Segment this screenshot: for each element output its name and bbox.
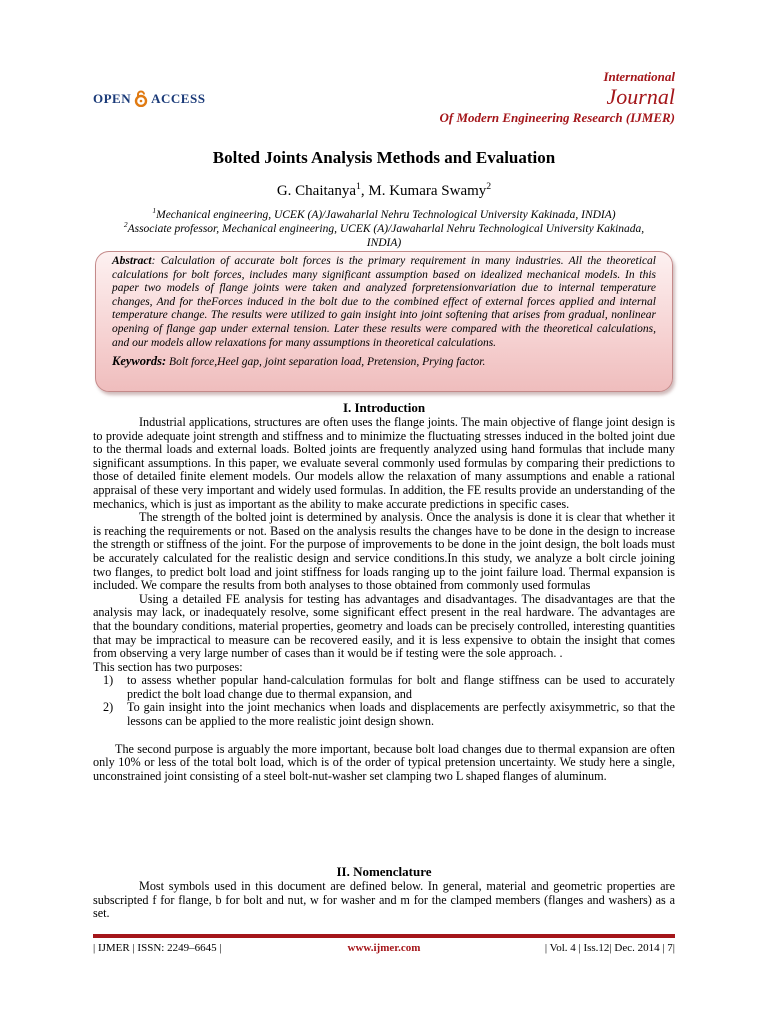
abstract-text: : Calculation of accurate bolt forces is the primary requirement in many industries. All the theoretical calculations for bolt forces, includes many significant assumption based on idealized mechanical models. In this paper two models of flange joints were taken and analyzed forpretensionvariation due to internal temperature changes, And for theForces induced in the bolt due to the combined effect of external forces applied and internal temperature change. The results were utilized to gain insight into joint softening that arises from gradual, nonlinear opening of flange gap under external tension. Later these results were compared with the theoretical calculations, and our models allow relaxations for many assumptions in theoretical calculations. [112,255,656,349]
nomenclature-body [93,880,675,921]
author-2: M. Kumara Swamy [368,183,487,199]
affiliation-2-text: Associate professor, Mechanical engineering, UCEK (A)/Jawaharlal Nehru Technological University Kakinada, INDIA) [127,222,645,249]
footer-volume: | Vol. 4 | Iss.12| Dec. 2014 | 7| [544,942,675,954]
abstract-box [95,251,673,392]
author-1: G. Chaitanya [276,183,356,199]
list-item-number: 2) [103,700,114,715]
keywords-text: Bolt force,Heel gap, joint separation load, Pretension, Prying factor. [166,356,486,369]
intro-paragraph-4: This section has two purposes: [93,659,243,674]
abstract-label: Abstract [112,255,152,267]
footer-issn: | IJMER | ISSN: 2249–6645 | [93,942,222,954]
intro-paragraph-1: Industrial applications, structures are often uses the flange joints. The main objective of flange joint design is to provide adequate joint strength and stiffness and to minimize the fluctuating stresses induced in the bolted joint due to the thermal loads and external loads. Bolted joints are frequently analyzed using hand formulas that include many significant assumptions. In this paper, we evaluate several commonly used formulas by comparing their predictions to those of detailed finite element models. Our models allow the relaxation of many assumptions and enable a rational appraisal of these very important and widely used formulas. In addition, the FE results provide an understanding of the mechanics, which is just as important as the ability to make accurate predictions in specific cases. [93,415,675,511]
list-item [93,701,675,728]
keywords-label: Keywords: [112,354,167,369]
paper-title: Bolted Joints Analysis Methods and Evaluation [212,148,556,167]
open-lock-icon [134,90,148,107]
list-item-text: To gain insight into the joint mechanics when loads and displacements are perfectly axisymmetric, so that the lessons can be applied to the more realistic joint design shown. [127,700,675,729]
author-2-sup: 2 [486,181,492,192]
author-separator: , [360,183,369,199]
open-access-open: OPEN [93,90,132,106]
footer-rule [93,934,675,938]
introduction-body [93,416,675,783]
intro-paragraph-2: The strength of the bolted joint is determined by analysis. Once the analysis is done it is clear that whether it is reaching the requirements or not. Based on the analysis results the changes have to be done in the design to increase the strength or stiffness of the joint. For the purpose of improvements to be done in the joint design, the bolt loads must be accurately calculated for the realistic design and service conditions.In this study, we analyze a bolt circle joining two flanges, to predict bolt load and joint stiffness for loads ranging up to the joint failure load. Thermal expansion is included. We compare the results from both analyses to those obtained from commonly used formulas [93,510,675,593]
affiliation-1-sup: 1 [152,206,157,215]
keywords-line [112,354,656,369]
footer-website-link[interactable]: www.ijmer.com [347,942,421,954]
intro-paragraph-5: The second purpose is arguably the more important, because bolt load changes due to thermal expansion are often only 10% or less of the total bolt load, which is of the order of typical pretension uncertainty. We study here a single, unconstrained joint consisting of a steel bolt-nut-washer set clamping two L shaped flanges of aluminum. [93,741,675,783]
list-item-number: 1) [103,673,114,688]
abstract-paragraph [112,255,656,350]
journal-line-journal: Journal [606,84,675,109]
section-heading-nomenclature: II. Nomenclature [336,864,432,879]
authors [0,181,768,200]
list-item-text: to assess whether popular hand-calculation formulas for bolt and flange stiffness can be used to accurately predict the bolt load change due to thermal expansion, and [127,673,675,701]
journal-line-international: International [603,69,675,84]
intro-paragraph-3: Using a detailed FE analysis for testing has advantages and disadvantages. The disadvantages are that the analysis may lack, or inadequately resolve, some significant effect present in the real hardware. The advantages are that the boundary conditions, material properties, geometry and loads can be precisely controlled, interesting quantities that may be impractical to measure can be recovered easily, and it is less expensive to obtain the insight that comes from observing a very large number of cases than it would be if testing were the sole approach. . [93,591,675,661]
affiliation-2-sup: 2 [123,220,128,229]
affiliation-1-text: Mechanical engineering, UCEK (A)/Jawaharlal Nehru Technological University Kakinada, INDIA) [156,208,616,221]
affiliation-2 [110,218,658,250]
section-heading-introduction: I. Introduction [342,400,426,415]
author-1-sup: 1 [356,181,361,192]
open-access-access: ACCESS [151,90,206,106]
open-access-logo [93,90,205,107]
list-item [93,674,675,701]
nomenclature-paragraph: Most symbols used in this document are defined below. In general, material and geometric properties are subscripted f for flange, b for bolt and nut, w for washer and m for the clamped members (flanges and washers) as a set. [93,879,675,921]
journal-line-name: Of Modern Engineering Research (IJMER) [439,110,675,125]
